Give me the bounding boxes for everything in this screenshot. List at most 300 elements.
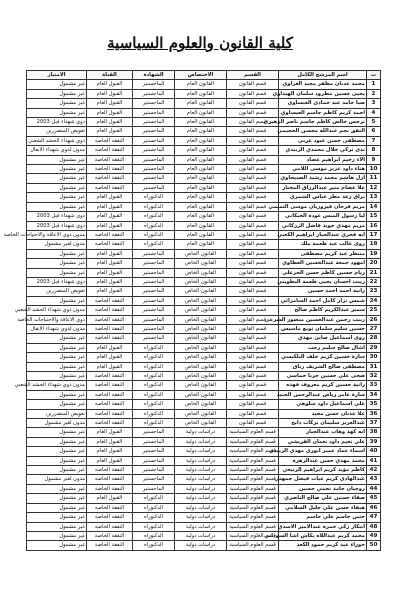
degree-cell: الماجستير [133,324,175,333]
specialization-cell: دراسات دولية [175,503,227,512]
row-number-cell: 10 [367,165,381,174]
specialization-cell: القانون الخاص [175,296,227,305]
degree-cell: الماجستير [133,165,175,174]
privilege-status-cell: تعويض المتضررين [27,287,87,296]
admission-channel-cell: النفقة الخاصة [87,475,133,484]
candidate-name-cell: نرجس خالص كاظم جاسم ناصر الزهيري [263,119,365,126]
degree-cell: الدكتوراه [133,531,175,540]
admission-channel-cell: القبول العام [87,456,133,465]
candidates-table-wrapper [3,70,380,551]
row-number-cell: 50 [367,541,381,550]
admission-channel-cell: النفقة الخاصة [87,484,133,493]
admission-channel-cell: القبول العام [87,127,133,136]
degree-cell: الماجستير [133,334,175,343]
table-row [27,268,381,277]
degree-cell: الدكتوراه [133,212,175,221]
specialization-cell: دراسات دولية [175,447,227,456]
candidate-name-cell: التفق نجم عبدالله محسن الحجيمي [277,128,365,135]
degree-cell: الماجستير [133,277,175,286]
table-header-row [27,71,381,80]
row-number-cell: 46 [367,503,381,512]
row-number-cell: 15 [367,212,381,221]
admission-channel-cell: القبول العام [87,212,133,221]
degree-cell: الماجستير [133,447,175,456]
admission-channel-cell: القبول العام [87,277,133,286]
admission-channel-cell: القبول العام [87,118,133,127]
department-cell: قسم القانون [227,202,279,211]
degree-cell: الماجستير [133,475,175,484]
specialization-cell: القانون العام [175,174,227,183]
privilege-status-cell: مدون لغير مشمول [27,419,87,428]
privilege-status-cell: ذوي الاعاقة والاحتياجات الخاصة [17,316,85,323]
department-cell: قسم القانون [227,334,279,343]
degree-cell: الماجستير [133,99,175,108]
department-cell: قسم القانون [227,136,279,145]
department-cell: قسم العلوم السياسية [227,456,279,465]
row-number-cell: 39 [367,437,381,446]
specialization-cell: القانون الخاص [175,334,227,343]
privilege-status-cell: غير مشمول [27,503,87,512]
degree-cell: الماجستير [133,136,175,145]
degree-cell: الدكتوراه [133,503,175,512]
department-cell: قسم القانون [227,193,279,202]
row-number-cell: 19 [367,249,381,258]
table-row [27,99,381,108]
candidate-name-cell: حنين جاسم علي جاسم [279,513,367,522]
specialization-cell: القانون العام [175,118,227,127]
row-number-cell: 31 [367,362,381,371]
table-row [27,183,381,192]
department-cell: قسم القانون [227,268,279,277]
row-number-cell: 29 [367,343,381,352]
degree-cell: الدكتوراه [133,221,175,230]
privilege-status-cell: مدون لغير مشمول [27,240,87,249]
specialization-cell: القانون العام [175,108,227,117]
candidate-name-cell: محمد مهدي حسن عبدالزهرة [279,456,367,465]
row-number-cell: 38 [367,428,381,437]
privilege-status-cell: غير مشمول [27,522,87,531]
privilege-status-cell: غير مشمول [27,155,87,164]
row-number-cell: 4 [367,108,381,117]
admission-channel-cell: النفقة الخاصة [87,136,133,145]
degree-cell: الدكتوراه [133,522,175,531]
specialization-cell: القانون العام [175,136,227,145]
table-row [27,494,381,503]
specialization-cell: القانون الخاص [175,277,227,286]
candidate-name-cell: علي نعيم داود نعمان القريشي [279,437,367,446]
admission-channel-cell: القبول العام [87,202,133,211]
candidate-name-cell: مريم مهدي جويد فاضل الزركاني [279,221,367,230]
specialization-cell: القانون الخاص [175,287,227,296]
candidate-name-cell: روى غالب عبد طعمة ملك [279,240,367,249]
privilege-status-cell: مدون لذوي شهداء الانفال [27,146,87,155]
row-number-cell: 30 [367,353,381,362]
privilege-status-cell: غير مشمول [27,541,87,550]
degree-cell: الدكتوراه [133,353,175,362]
specialization-cell: دراسات دولية [175,513,227,522]
degree-cell: الماجستير [133,287,175,296]
specialization-cell: القانون العام [175,99,227,108]
row-number-cell: 14 [367,202,381,211]
department-cell: قسم القانون [227,118,279,127]
table-row [27,277,381,286]
row-number-cell: 11 [367,174,381,183]
admission-channel-cell: النفقة الخاصة [87,315,133,324]
row-number-cell: 35 [367,400,381,409]
admission-channel-cell: القبول العام [87,80,133,89]
table-row [27,287,381,296]
specialization-cell: دراسات دولية [175,437,227,446]
row-number-cell: 8 [367,146,381,155]
degree-cell: الماجستير [133,146,175,155]
table-row [27,230,381,239]
department-cell: قسم القانون [227,259,279,268]
table-row [27,89,381,98]
privilege-status-cell: غير مشمول [27,437,87,446]
admission-channel-cell: القبول العام [87,437,133,446]
candidate-name-cell: امهود جمعة عبدالحسين العطاوي [279,259,367,268]
specialization-cell: القانون الخاص [175,306,227,315]
candidate-name-cell: اشال صالح سليم رجب [279,343,367,352]
candidate-name-cell: سمير عبدالكريم كاظم صالح [279,306,367,315]
admission-channel-cell: النفقة الخاصة [87,390,133,399]
specialization-cell: القانون الخاص [175,419,227,428]
row-number-cell: 48 [367,522,381,531]
admission-channel-cell: القبول العام [87,193,133,202]
candidate-name-cell: محمد عدنان مظفر مجيد الغزاوي [279,80,367,89]
candidate-name-cell: ابتكار زكي حمزة عبدالامير الاسدي [277,523,365,530]
degree-cell: الدكتوراه [133,372,175,381]
degree-cell: الماجستير [133,259,175,268]
row-number-cell: 16 [367,221,381,230]
admission-channel-cell: القبول العام [87,89,133,98]
admission-channel-cell: النفقة الخاصة [87,306,133,315]
department-cell: قسم القانون [227,343,279,352]
admission-channel-cell: النفقة الخاصة [87,334,133,343]
header-name: اسم المرشح الكامل [279,71,367,80]
privilege-status-cell: غير مشمول [27,343,87,352]
admission-channel-cell: النفقة الخاصة [87,531,133,540]
table-row [27,381,381,390]
degree-cell: الماجستير [133,249,175,258]
privilege-status-cell: ذوي شهداء قبل 2003 [27,277,87,286]
degree-cell: الدكتوراه [133,513,175,522]
privilege-status-cell: تعويض المتضررين [27,409,87,418]
degree-cell: الماجستير [133,268,175,277]
table-row [27,362,381,371]
specialization-cell: القانون الخاص [175,409,227,418]
table-row [27,108,381,117]
header-num: ت [367,71,381,80]
degree-cell: الدكتوراه [133,230,175,239]
specialization-cell: دراسات دولية [175,456,227,465]
department-cell: قسم القانون [227,306,279,315]
candidate-name-cell: رانية احمد احمد حسين [279,287,367,296]
specialization-cell: القانون الخاص [175,249,227,258]
admission-channel-cell: النفقة الخاصة [87,381,133,390]
privilege-status-cell: مدون ذوي الاعاقة والاحتياجات الخاصة [3,231,85,238]
privilege-status-cell: غير مشمول [27,362,87,371]
candidate-name-cell: هيفاء حسن علي جليل السلامي [279,503,367,512]
table-row [27,127,381,136]
admission-channel-cell: النفقة الخاصة [87,541,133,550]
table-row [27,437,381,446]
specialization-cell: القانون العام [175,193,227,202]
candidate-name-cell: مصطفى صالح الشريف زناق [279,362,367,371]
candidate-name-cell: زينب رحمن عبدالحسين منصور الشرعي [264,316,365,323]
degree-cell: الماجستير [133,155,175,164]
admission-channel-cell: النفقة الخاصة [87,466,133,475]
table-row [27,372,381,381]
department-cell: قسم القانون [227,183,279,192]
department-cell: قسم القانون [227,165,279,174]
row-number-cell: 49 [367,531,381,540]
privilege-status-cell: غير مشمول [27,372,87,381]
privilege-status-cell: مدون لغير مشمول [27,475,87,484]
degree-cell: الدكتوراه [133,193,175,202]
candidate-name-cell: رانية حسين كريم معروف فهده [279,381,367,390]
page-title: كلية القانون والعلوم السياسية [107,34,293,52]
admission-channel-cell: النفقة الخاصة [87,513,133,522]
table-row [27,136,381,145]
candidate-name-cell: صبا حامد عبد حمادي العيساوي [279,99,367,108]
specialization-cell: القانون العام [175,230,227,239]
privilege-status-cell: غير مشمول [27,80,87,89]
specialization-cell: دراسات دولية [175,531,227,540]
specialization-cell: القانون الخاص [175,381,227,390]
admission-channel-cell: القبول العام [87,353,133,362]
department-cell: قسم القانون [227,249,279,258]
row-number-cell: 33 [367,381,381,390]
table-row [27,221,381,230]
candidate-name-cell: علا عدنان حسن مجيد [279,409,367,418]
table-row [27,193,381,202]
admission-channel-cell: النفقة الخاصة [87,503,133,512]
candidate-name-cell: سارة عامر رياض عبدالرحمن الجنيد [276,391,365,398]
department-cell: قسم القانون [227,99,279,108]
row-number-cell: 26 [367,315,381,324]
degree-cell: الماجستير [133,296,175,305]
privilege-status-cell: غير مشمول [27,193,87,202]
privilege-status-cell: غير مشمول [27,484,87,493]
privilege-status-cell: غير مشمول [27,466,87,475]
candidate-name-cell: هناء داود عزيز موسى اللامي [279,165,367,174]
department-cell: قسم القانون [227,324,279,333]
specialization-cell: القانون العام [175,80,227,89]
specialization-cell: القانون الخاص [175,343,227,352]
privilege-status-cell: غير مشمول [27,296,87,305]
candidate-name-cell: شمس نزار كامل احمد السامرائي [279,296,367,305]
row-number-cell: 47 [367,513,381,522]
admission-channel-cell: القبول العام [87,428,133,437]
row-number-cell: 12 [367,183,381,192]
row-number-cell: 37 [367,419,381,428]
department-cell: قسم العلوم السياسية [227,466,279,475]
table-row [27,259,381,268]
candidate-name-cell: روى اسماعيل صابئ مهدي [279,334,367,343]
specialization-cell: دراسات دولية [175,494,227,503]
department-cell: قسم القانون [227,127,279,136]
privilege-status-cell: تعويض المتضررين [27,127,87,136]
candidate-name-cell: ايه فخري عبدالجبار ابراهيم الكعبي [277,231,365,238]
table-row [27,249,381,258]
department-cell: قسم القانون [227,108,279,117]
table-row [27,155,381,164]
table-row [27,513,381,522]
degree-cell: الدكتوراه [133,419,175,428]
specialization-cell: القانون العام [175,89,227,98]
privilege-status-cell: غير مشمول [27,249,87,258]
department-cell: قسم العلوم السياسية [227,494,279,503]
row-number-cell: 17 [367,230,381,239]
candidate-name-cell: مصطفى حسن عبود عربي [279,136,367,145]
department-cell: قسم القانون [227,409,279,418]
candidate-name-cell: عبدالعزيز سليمان بركات دابح [279,419,367,428]
department-cell: قسم العلوم السياسية [227,447,279,456]
degree-cell: الماجستير [133,89,175,98]
candidate-name-cell: براق رعد مطر عباس الشمري [279,193,367,202]
department-cell: قسم القانون [227,277,279,286]
privilege-status-cell: غير مشمول [27,334,87,343]
specialization-cell: القانون العام [175,165,227,174]
degree-cell: الماجستير [133,80,175,89]
degree-cell: الماجستير [133,428,175,437]
specialization-cell: القانون الخاص [175,372,227,381]
department-cell: قسم القانون [227,372,279,381]
candidate-name-cell: ضحى علي حسين حرنا خماسي [279,372,367,381]
row-number-cell: 6 [367,127,381,136]
row-number-cell: 24 [367,296,381,305]
table-row [27,541,381,550]
specialization-cell: القانون العام [175,146,227,155]
candidate-name-cell: احمد كريم كاظم جاسم العيساوي [279,108,367,117]
table-row [27,296,381,305]
row-number-cell: 23 [367,287,381,296]
department-cell: قسم القانون [227,155,279,164]
privilege-status-cell: ذوي شهداء قبل 2003 [27,221,87,230]
admission-channel-cell: القبول العام [87,221,133,230]
table-row [27,475,381,484]
department-cell: قسم القانون [227,287,279,296]
specialization-cell: القانون العام [175,221,227,230]
privilege-status-cell: غير مشمول [27,447,87,456]
degree-cell: الدكتوراه [133,202,175,211]
admission-channel-cell: القبول العام [87,249,133,258]
table-row [27,118,381,127]
department-cell: قسم القانون [227,230,279,239]
candidate-name-cell: سارة حسين كريم خلف البلكيسي [279,353,367,362]
degree-cell: الماجستير [133,466,175,475]
candidate-name-cell: كاظم مؤيد كريم ابراهيم الربيعي [279,466,367,475]
row-number-cell: 36 [367,409,381,418]
department-cell: قسم العلوم السياسية [227,541,279,550]
specialization-cell: القانون العام [175,212,227,221]
row-number-cell: 27 [367,324,381,333]
admission-channel-cell: النفقة الخاصة [87,155,133,164]
degree-cell: الماجستير [133,306,175,315]
header-channel: القناة [87,71,133,80]
candidate-name-cell: علا عصام منير عبدالرزاق المختار [279,183,367,192]
admission-channel-cell: النفقة الخاصة [87,419,133,428]
privilege-status-cell: غير مشمول [27,108,87,117]
privilege-status-cell: غير مشمول [27,390,87,399]
privilege-status-cell: غير مشمول [27,165,87,174]
department-cell: قسم القانون [227,174,279,183]
admission-channel-cell: النفقة الخاصة [87,296,133,305]
privilege-status-cell: غير مشمول [27,174,87,183]
row-number-cell: 2 [367,89,381,98]
privilege-status-cell: غير مشمول [27,353,87,362]
degree-cell: الماجستير [133,183,175,192]
table-row [27,522,381,531]
privilege-status-cell: مدون لذوي شهداء الانفال [27,324,87,333]
privilege-status-cell: غير مشمول [27,456,87,465]
department-cell: قسم القانون [227,212,279,221]
table-row [27,484,381,493]
privilege-status-cell: مدون ذوي شهداء الحشد الشعبي [14,382,85,389]
row-number-cell: 42 [367,466,381,475]
degree-cell: الماجستير [133,118,175,127]
degree-cell: الماجستير [133,484,175,493]
department-cell: قسم القانون [227,315,279,324]
privilege-status-cell: غير مشمول [27,513,87,522]
specialization-cell: القانون الخاص [175,400,227,409]
admission-channel-cell: النفقة الخاصة [87,146,133,155]
department-cell: قسم القانون [227,390,279,399]
specialization-cell: القانون الخاص [175,259,227,268]
privilege-status-cell: غير مشمول [27,531,87,540]
privilege-status-cell: ذوي شهداء قبل 2003 [27,118,87,127]
department-cell: قسم القانون [227,240,279,249]
department-cell: قسم العلوم السياسية [227,437,279,446]
department-cell: قسم العلوم السياسية [227,475,279,484]
degree-cell: الدكتوراه [133,362,175,371]
candidate-name-cell: ليا رسول الميس عوده الخيكاني [279,212,367,221]
table-row [27,334,381,343]
table-row [27,146,381,155]
privilege-status-cell: ذوي شهداء قبل 2003 [27,212,87,221]
privilege-status-cell: غير مشمول [27,268,87,277]
row-number-cell: 25 [367,306,381,315]
row-number-cell: 9 [367,155,381,164]
candidate-name-cell: منتظر عبد كريم مصطفى [279,249,367,258]
header-dept: القسم [227,71,279,80]
admission-channel-cell: القبول العام [87,259,133,268]
department-cell: قسم العلوم السياسية [227,531,279,540]
specialization-cell: القانون العام [175,240,227,249]
department-cell: قسم العلوم السياسية [227,428,279,437]
privilege-status-cell: مدون ذوي شهداء الحشد الشعبي [14,307,85,314]
admission-channel-cell: القبول العام [87,494,133,503]
privilege-status-cell: غير مشمول [27,89,87,98]
row-number-cell: 32 [367,372,381,381]
row-number-cell: 3 [367,99,381,108]
privilege-status-cell: ذوي شهداء الحشد الشعبي [28,137,85,144]
row-number-cell: 13 [367,193,381,202]
specialization-cell: القانون الخاص [175,268,227,277]
specialization-cell: القانون الخاص [175,315,227,324]
privilege-status-cell: غير مشمول [27,428,87,437]
admission-channel-cell: القبول العام [87,108,133,117]
table-row [27,202,381,211]
candidate-name-cell: علي اسماعيل داود سلوهي [279,400,367,409]
candidate-name-cell: ايه كهد وهاب عبدالجبار [279,428,367,437]
row-number-cell: 40 [367,447,381,456]
table-row [27,390,381,399]
specialization-cell: دراسات دولية [175,522,227,531]
candidate-name-cell: ازل هاشم محمد رشيد الصبيحاوي [280,175,365,182]
department-cell: قسم القانون [227,400,279,409]
